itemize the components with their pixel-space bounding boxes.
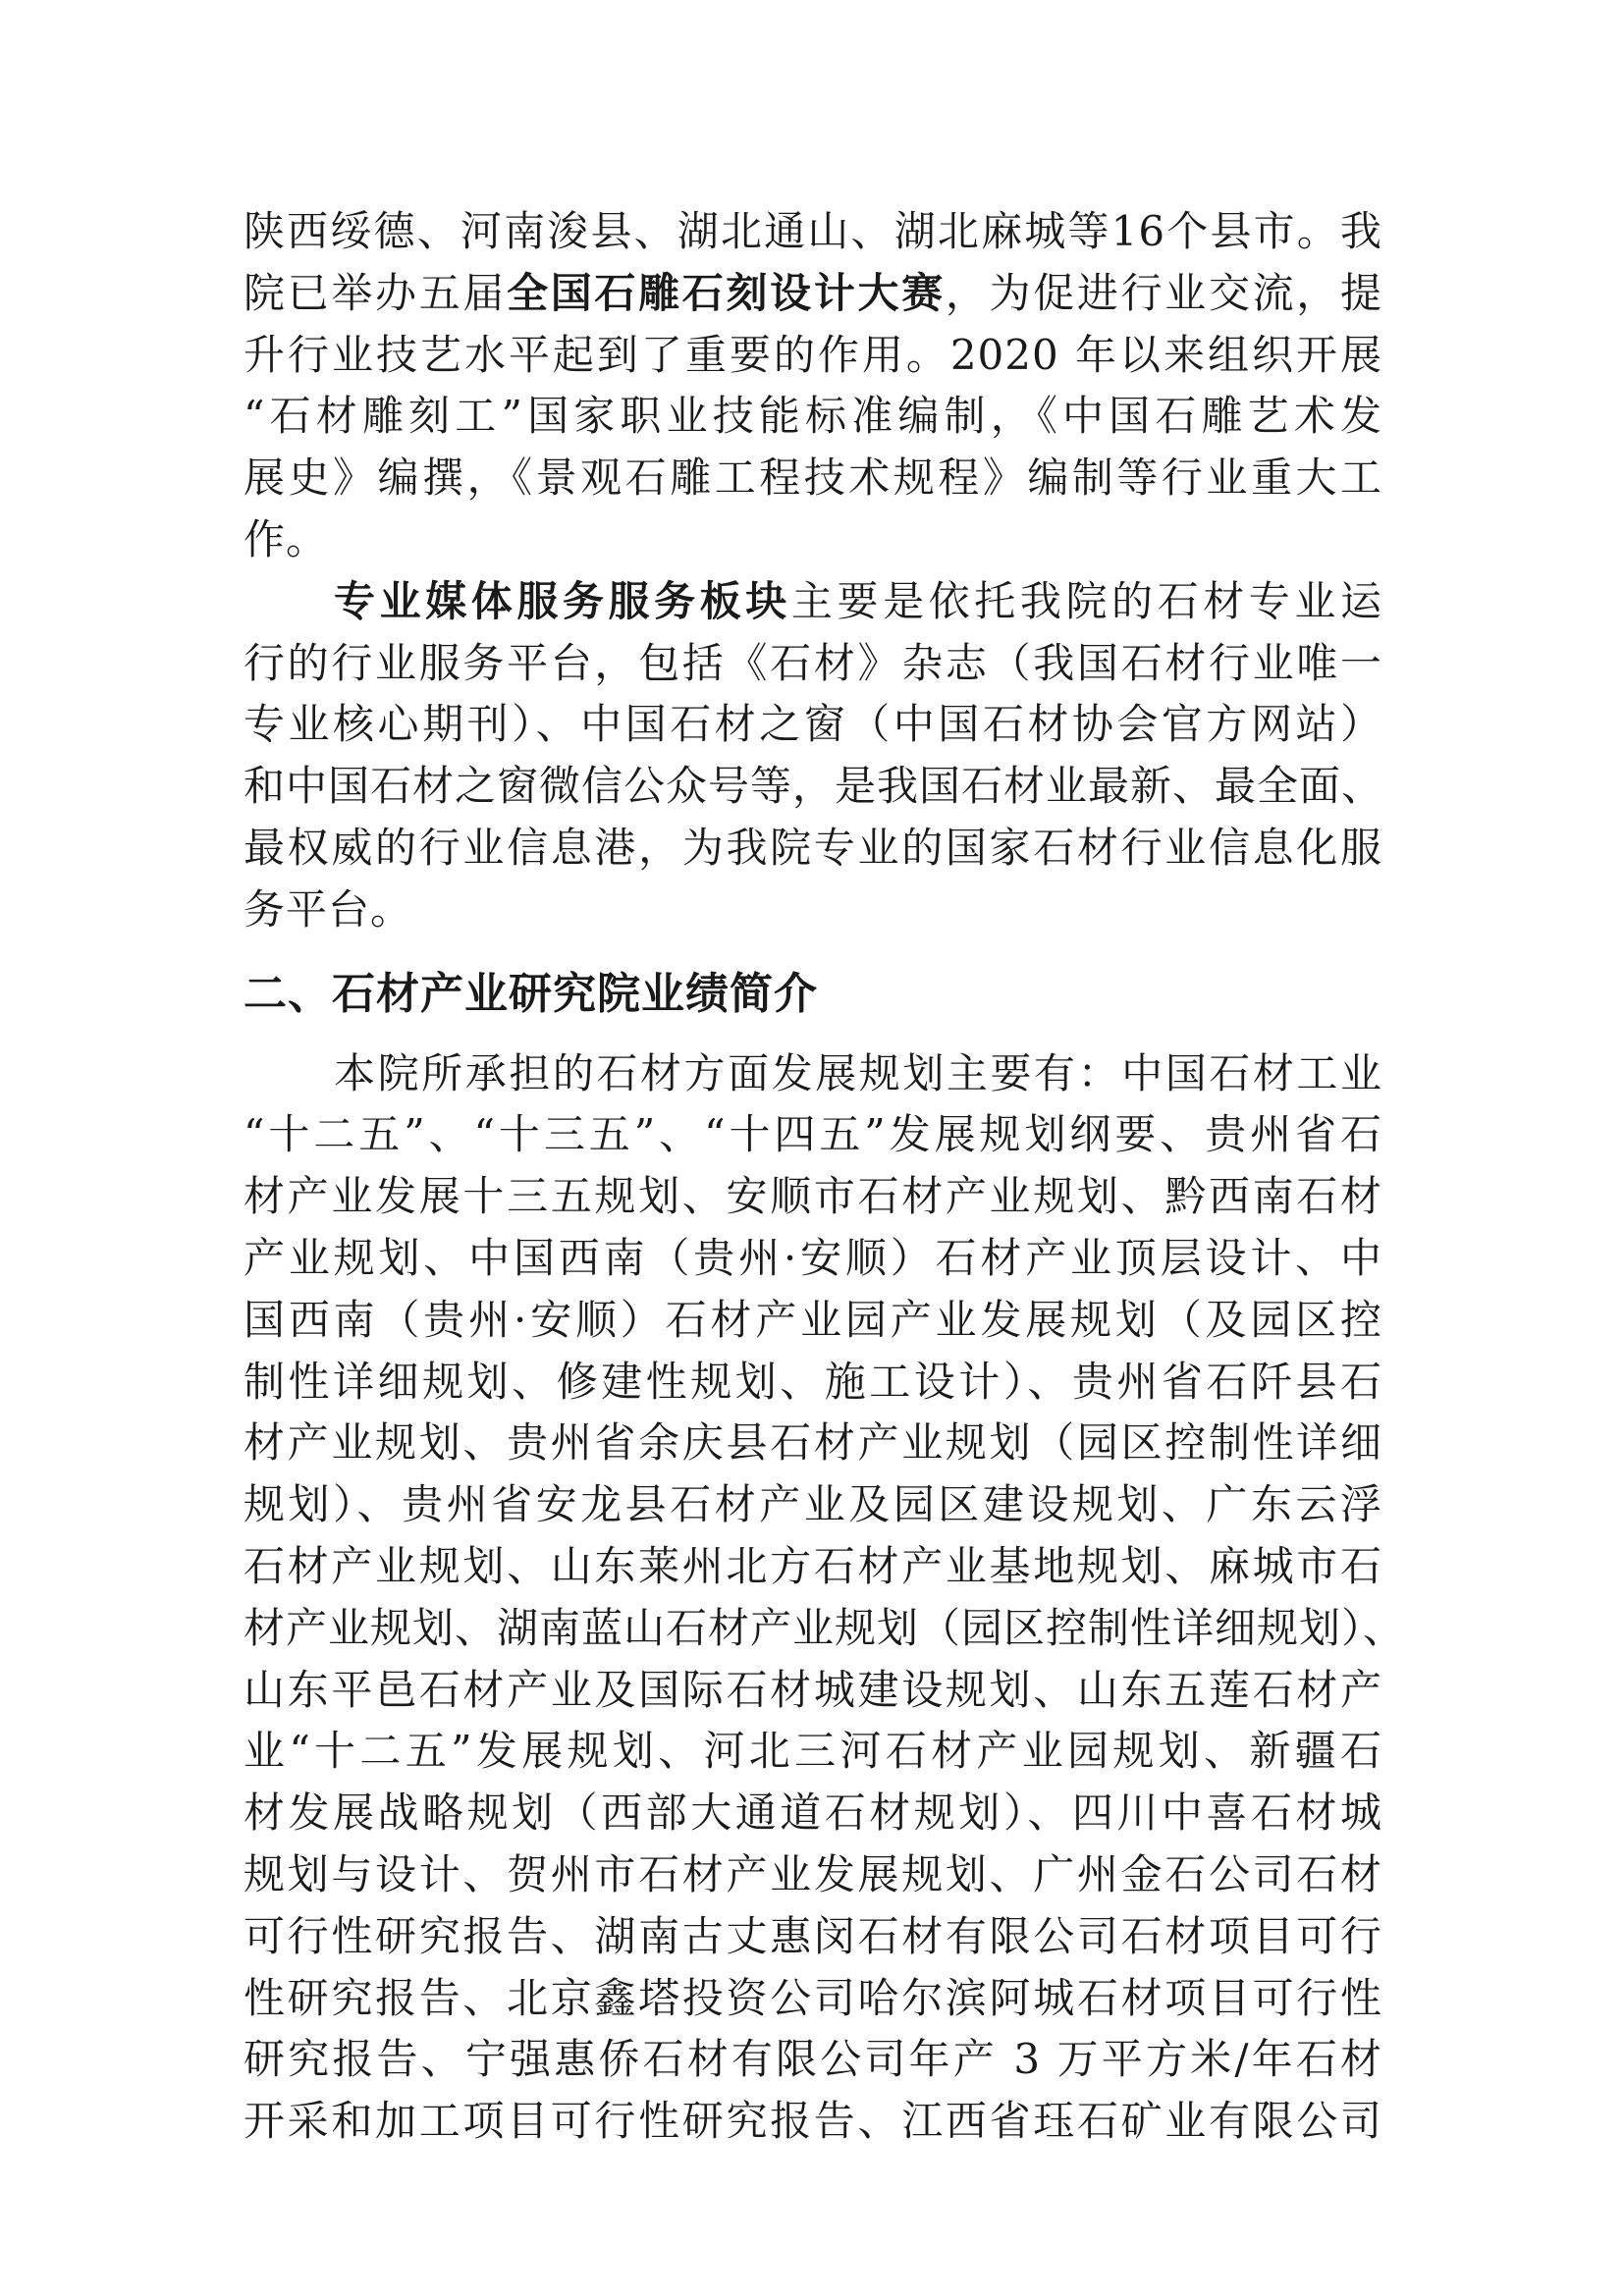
paragraph-line: 务平台。 — [244, 884, 413, 934]
paragraph-line: 材发展战略规划（西部大通道石材规划）、四川中喜石材城 — [244, 1789, 1382, 1838]
paragraph-line — [244, 571, 1382, 633]
text-span: ，为促进行业交流，提 — [945, 268, 1382, 317]
paragraph-line: 研究报告、宁强惠侨石材有限公司年产 3 万平方米/年石材 — [244, 2035, 1382, 2084]
document-page — [244, 201, 1406, 2153]
paragraph-line: 规划与设计、贺州市石材产业发展规划、广州金石公司石材 — [244, 1849, 1382, 1898]
paragraph-line: 规划）、贵州省安龙县石材产业及园区建设规划、广东云浮 — [244, 1480, 1382, 1529]
paragraph-line: 行的行业服务平台，包括《石材》杂志（我国石材行业唯一 — [244, 638, 1382, 687]
paragraph-line: 石材产业规划、山东莱州北方石材产业基地规划、麻城市石 — [244, 1541, 1382, 1590]
bold-text-span: 全国石雕石刻设计大赛 — [507, 268, 946, 317]
paragraph-line: 材产业规划、贵州省余庆县石材产业规划（园区控制性详细 — [244, 1418, 1382, 1468]
paragraph-line — [244, 263, 1382, 325]
paragraph-line: 材产业发展十三五规划、安顺市石材产业规划、黔西南石材 — [244, 1172, 1382, 1221]
section-heading: 二、石材产业研究院业绩简介 — [244, 968, 818, 1019]
paragraph-line: 最权威的行业信息港，为我院专业的国家石材行业信息化服 — [244, 823, 1382, 872]
paragraph-line: 国西南（贵州·安顺）石材产业园产业发展规划（及园区控 — [244, 1295, 1382, 1344]
bold-text-span: 专业媒体服务服务板块 — [334, 576, 791, 625]
text-span: 主要是依托我院的石材专业运 — [790, 576, 1382, 625]
paragraph-line: 展史》编撰，《景观石雕工程技术规程》编制等行业重大工 — [244, 454, 1382, 503]
text-span: 院已举办五届 — [244, 268, 508, 317]
paragraph-line: 产业规划、中国西南（贵州·安顺）石材产业顶层设计、中 — [244, 1233, 1382, 1282]
paragraph-line: 山东平邑石材产业及国际石材城建设规划、山东五莲石材产 — [244, 1665, 1382, 1714]
paragraph-line: 材产业规划、湖南蓝山石材产业规划（园区控制性详细规划）、 — [244, 1603, 1406, 1652]
paragraph-line: “十二五”、“十三五”、“十四五”发展规划纲要、贵州省石 — [244, 1110, 1382, 1159]
paragraph-line: 升行业技艺水平起到了重要的作用。2020 年以来组织开展 — [244, 330, 1382, 379]
paragraph-line: 制性详细规划、修建性规划、施工设计）、贵州省石阡县石 — [244, 1357, 1382, 1406]
paragraph-line: 本院所承担的石材方面发展规划主要有：中国石材工业 — [334, 1048, 1382, 1097]
paragraph-line: 开采和加工项目可行性研究报告、江西省珏石矿业有限公司 — [244, 2097, 1382, 2146]
paragraph-line: 业“十二五”发展规划、河北三河石材产业园规划、新疆石 — [244, 1727, 1382, 1776]
paragraph-line: 陕西绥德、河南浚县、湖北通山、湖北麻城等16个县市。我 — [244, 207, 1382, 255]
paragraph-line: “石材雕刻工”国家职业技能标准编制，《中国石雕艺术发 — [244, 392, 1382, 441]
paragraph-line: 可行性研究报告、湖南古丈惠闵石材有限公司石材项目可行 — [244, 1911, 1382, 1960]
paragraph-line: 作。 — [244, 514, 329, 563]
paragraph-line: 和中国石材之窗微信公众号等，是我国石材业最新、最全面、 — [244, 762, 1384, 811]
paragraph-line: 性研究报告、北京鑫塔投资公司哈尔滨阿城石材项目可行性 — [244, 1973, 1382, 2022]
paragraph-line: 专业核心期刊）、中国石材之窗（中国石材协会官方网站） — [244, 700, 1382, 749]
